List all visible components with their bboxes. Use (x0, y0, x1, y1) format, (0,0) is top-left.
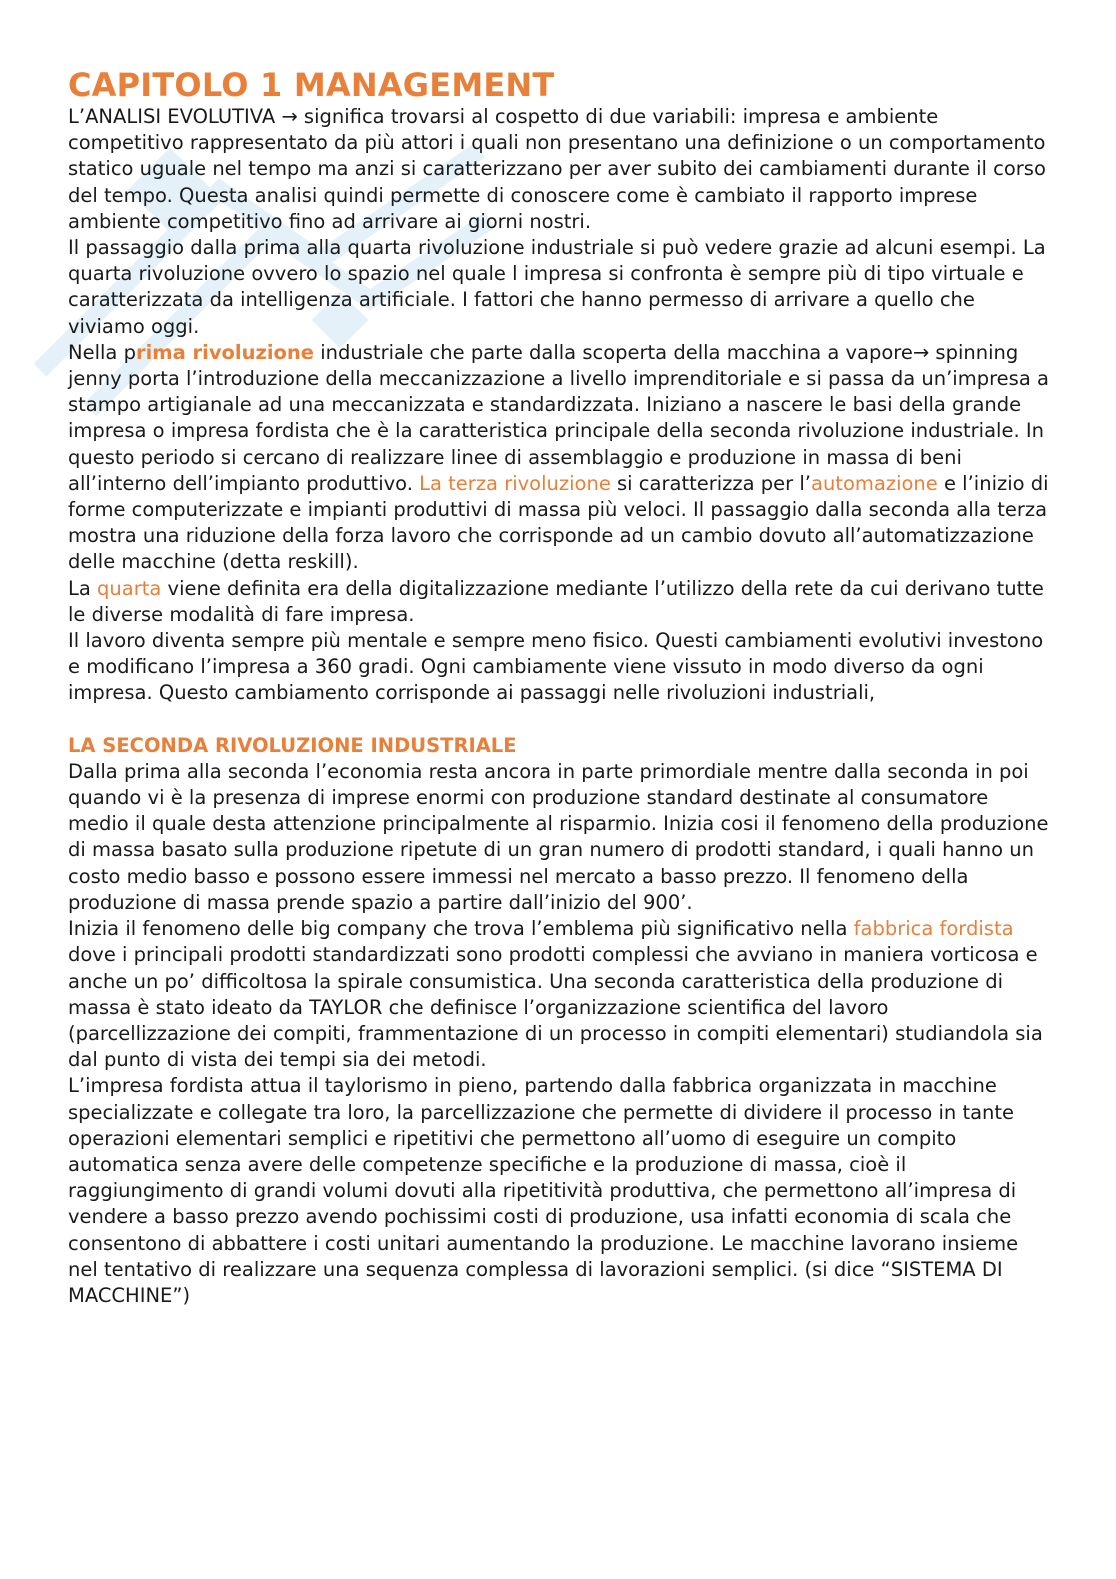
highlight-quarta: quarta (97, 576, 162, 600)
document-page (68, 66, 1053, 1309)
text-run: Nella p (68, 340, 136, 364)
highlight-fabbrica-fordista: fabbrica fordista (853, 917, 1014, 941)
highlight-prima-rivoluzione: rima rivoluzione (135, 340, 315, 364)
text-run: dove i principali prodotti standardizzati sono prodotti complessi che avviano in maniera vorticosa e anche un po’ difficoltosa la spirale consumistica. Una seconda caratteristica della produzione di massa è stato ideato da TAYLOR che definisce l’organizzazione scientifica del lavoro (parcellizzazione dei compiti, frammentazione di un processo in compiti elementari) studiandola sia dal punto di vista dei tempi sia dei metodi. (68, 943, 1043, 1072)
paragraph-lavoro-mentale: Il lavoro diventa sempre più mentale e sempre meno fisico. Questi cambiamenti evolutivi investono e modificano l’impresa a 360 gradi. Ogni cambiamente viene vissuto in modo diverso da ogni impresa. Questo cambiamento corrisponde ai passaggi nelle rivoluzioni industriali, (68, 629, 1044, 705)
text-run: Inizia il fenomeno delle big company che trova l’emblema più significativo nella (68, 917, 854, 941)
text-run: La (68, 576, 98, 600)
text-run: e l’inizio di forme computerizzate e impianti produttivi di massa più veloci. Il passaggio dalla seconda alla terza mostra una riduzione della forza lavoro che corrisponde ad un cambio dovuto all’automatizzazione delle macchine (detta reskill). (68, 471, 1049, 574)
text-run: viene definita era della digitalizzazione mediante l’utilizzo della rete da cui derivano tutte le diverse modalità di fare impresa. (68, 576, 1044, 626)
highlight-automazione: automazione (811, 471, 938, 495)
paragraph-quarta-rivoluzione (68, 576, 1053, 628)
text-run: industriale che parte dalla scoperta della macchina a vapore→ spinning jenny porta l’introduzione della meccanizzazione a livello imprenditoriale e si passa da un’impresa a stampo artigianale ad una meccanizzata e standardizzata. Iniziano a nascere le basi della grande impresa o impresa fordista che è la caratteristica principale della seconda rivoluzione industriale. In questo periodo si cercano di realizzare linee di assemblaggio e produzione in massa di beni all’interno dell’impianto produttivo. (68, 340, 1049, 495)
page-title: CAPITOLO 1 MANAGEMENT (68, 66, 555, 104)
paragraph-analisi-evolutiva: L’ANALISI EVOLUTIVA → significa trovarsi al cospetto di due variabili: impresa e ambiente competitivo rappresentato da più attori i quali non presentano una definizione o un comportamento statico uguale nel tempo ma anzi si caratterizzano per aver subito dei cambiamenti durante il corso del tempo. Questa analisi quindi permette di conoscere come è cambiato il rapporto imprese ambiente competitivo fino ad arrivare ai giorni nostri. (68, 105, 1046, 233)
section-spacer (68, 707, 1053, 733)
paragraph-prima-rivoluzione (68, 340, 1053, 576)
paragraph-big-company (68, 916, 1053, 1073)
paragraph-produzione-di-massa: Dalla prima alla seconda l’economia resta ancora in parte primordiale mentre dalla seconda in poi quando vi è la presenza di imprese enormi con produzione standard destinate al consumatore medio il quale desta attenzione principalmente al risparmio. Inizia cosi il fenomeno della produzione di massa basato sulla produzione ripetute di un gran numero di prodotti standard, i quali hanno un costo medio basso e possono essere immessi nel mercato a basso prezzo. Il fenomeno della produzione di massa prende spazio a partire dall’inizio del 900’. (68, 759, 1049, 914)
paragraph-passaggio-rivoluzioni: Il passaggio dalla prima alla quarta rivoluzione industriale si può vedere grazie ad alcuni esempi. La quarta rivoluzione ovvero lo spazio nel quale l impresa si confronta è sempre più di tipo virtuale e caratterizzata da intelligenza artificiale. I fattori che hanno permesso di arrivare a quello che viviamo oggi. (68, 236, 1046, 338)
text-run: si caratterizza per l’ (610, 471, 811, 495)
highlight-terza-rivoluzione: La terza rivoluzione (419, 471, 611, 495)
section-heading-seconda-rivoluzione: LA SECONDA RIVOLUZIONE INDUSTRIALE (68, 733, 517, 757)
paragraph-impresa-fordista: L’impresa fordista attua il taylorismo in pieno, partendo dalla fabbrica organizzata in macchine specializzate e collegate tra loro, la parcellizzazione che permette di dividere il processo in tante operazioni elementari semplici e ripetitivi che permettono all’uomo di eseguire un compito automatica senza avere delle competenze specifiche e la produzione di massa, cioè il raggiungimento di grandi volumi dovuti alla ripetitività produttiva, che permettono all’impresa di vendere a basso prezzo avendo pochissimi costi di produzione, usa infatti economia di scala che consentono di abbattere i costi unitari aumentando la produzione. Le macchine lavorano insieme nel tentativo di realizzare una sequenza complessa di lavorazioni semplici. (si dice “SISTEMA DI MACCHINE”) (68, 1074, 1019, 1307)
